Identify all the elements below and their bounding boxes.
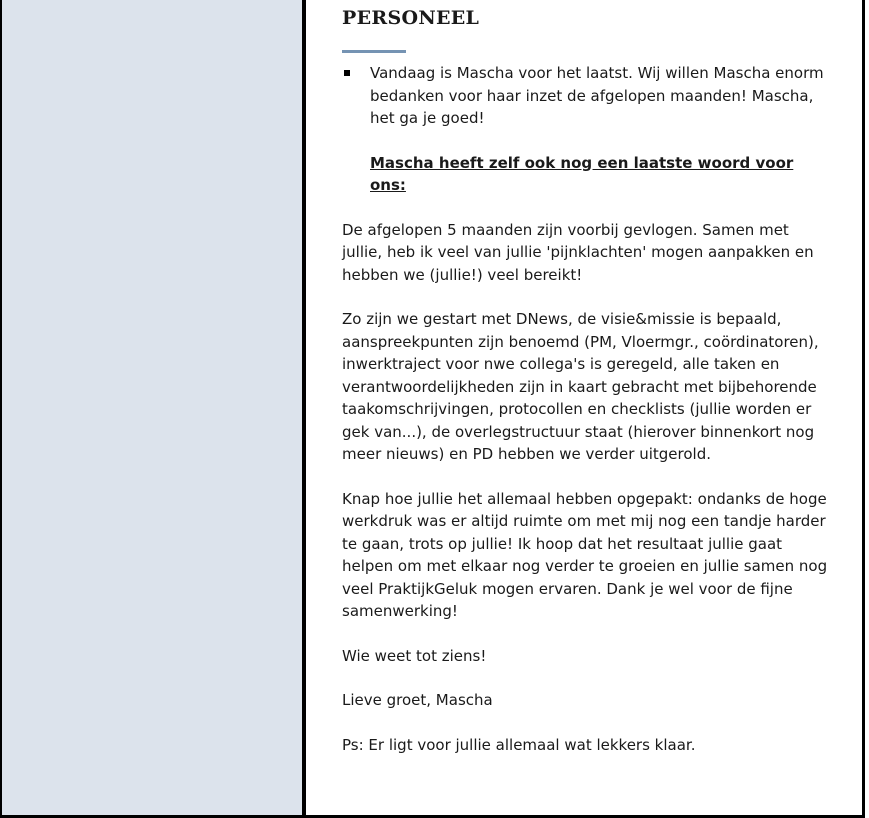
paragraph-thanks: Knap hoe jullie het allemaal hebben opgepakt: ondanks de hoge werkdruk was er altijd ruimte om met mij nog een tandje harder te gaan, trots op jullie! Ik hoop dat het resultaat jullie gaat helpen om met elkaar nog verder te groeien en jullie samen nog veel PraktijkGeluk mogen ervaren. Dank je wel voor de fijne samenwerking! [342,489,828,620]
main-column [306,0,865,818]
square-bullet-icon [344,70,350,76]
sidebar-panel [0,0,303,818]
paragraph-ps: Ps: Er ligt voor jullie allemaal wat lekkers klaar. [342,735,696,754]
article-content [342,0,832,756]
paragraph-achievements: Zo zijn we gestart met DNews, de visie&missie is bepaald, aanspreekpunten zijn benoemd (PM, Vloermgr., coördinatoren), inwerktraject voor nwe collega's is geregeld, alle taken en verantwoordelijkheden zijn in kaart gebracht met bijbehorende taakomschrijvingen, protocollen en checklists (jullie worden er gek van...), de overlegstructuur staat (hierover binnenkort nog meer nieuws) en PD hebben we verder uitgerold. [342,310,819,463]
title-underline-rule [342,50,406,53]
bullet-text: Vandaag is Mascha voor het laatst. Wij willen Mascha enorm bedanken voor haar inzet de afgelopen maanden! Mascha, het ga je goed! [370,64,824,127]
farewell-subheading: Mascha heeft zelf ook nog een laatste woord voor ons: [370,153,794,194]
paragraph-intro: De afgelopen 5 maanden zijn voorbij gevlogen. Samen met jullie, heb ik veel van jullie 'pijnklachten' mogen aanpakken en hebben we (jullie!) veel bereikt! [342,220,814,284]
section-title: PERSONEEL [342,7,480,29]
paragraph-greeting: Lieve groet, Mascha [342,691,493,709]
bullet-item [342,62,832,130]
paragraph-see-you: Wie weet tot ziens! [342,646,487,665]
